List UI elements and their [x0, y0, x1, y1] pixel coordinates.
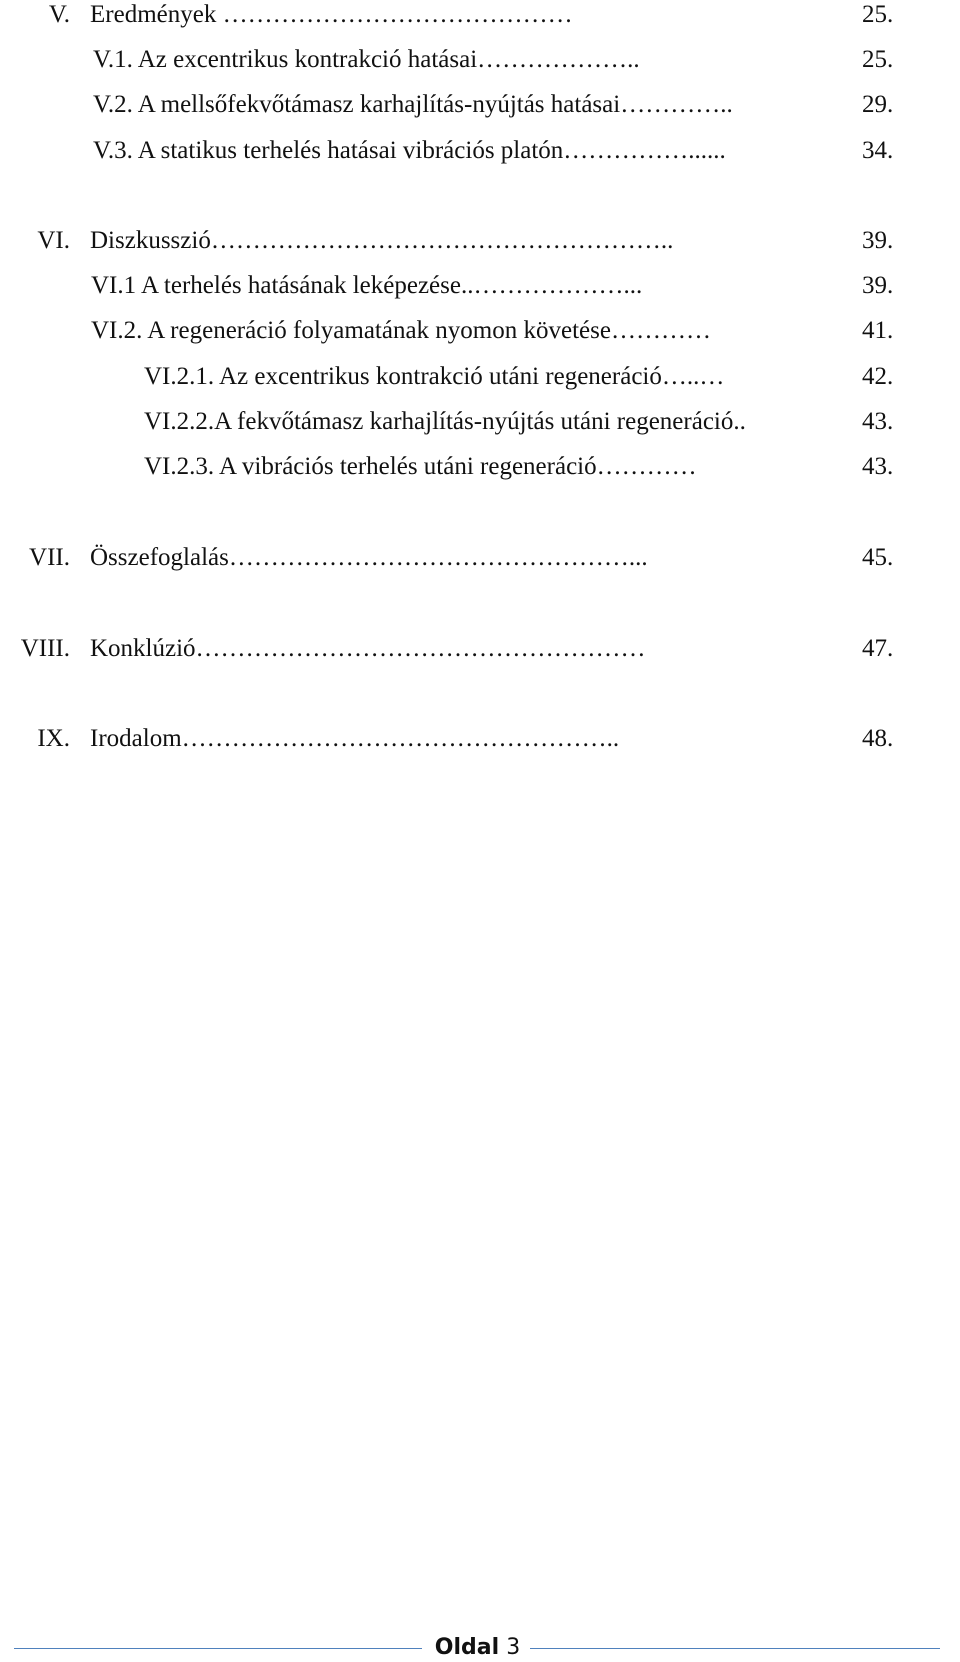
toc-page: 25.	[862, 46, 894, 73]
toc-number: VIII.	[20, 635, 70, 662]
toc-entry-v-2[interactable]	[0, 90, 960, 130]
toc-entry-vi-2-1[interactable]	[0, 362, 960, 402]
toc-page: 43.	[862, 408, 894, 435]
toc-title: V.3. A statikus terhelés hatásai vibrációs platón……………......	[93, 137, 726, 164]
toc-page: 45.	[862, 544, 894, 571]
toc-entry-v-3[interactable]	[0, 136, 960, 176]
footer-rule-right	[530, 1648, 940, 1649]
toc-page: 47.	[862, 635, 894, 662]
toc-page: 39.	[862, 227, 894, 254]
toc-title: VI.2.2.A fekvőtámasz karhajlítás-nyújtás utáni regeneráció..	[144, 408, 746, 435]
toc-title: Irodalom……………………………………………..	[90, 725, 620, 752]
toc-page: 42.	[862, 363, 894, 390]
toc-number: VII.	[29, 544, 70, 571]
toc-entry-vi-2[interactable]	[0, 316, 960, 356]
toc-page: 25.	[862, 1, 894, 28]
toc-title: VI.2. A regeneráció folyamatának nyomon követése…………	[91, 317, 711, 344]
toc-number: V.	[48, 1, 70, 28]
toc-number: IX.	[37, 725, 70, 752]
toc-entry-vi-1[interactable]	[0, 271, 960, 311]
toc-title: V.1. Az excentrikus kontrakció hatásai………………..	[93, 46, 640, 73]
footer-rule-left	[14, 1648, 422, 1649]
toc-number: VI.	[37, 227, 70, 254]
toc-entry-v[interactable]	[0, 0, 960, 40]
page-label: Oldal	[434, 1635, 500, 1660]
toc-title: V.2. A mellsőfekvőtámasz karhajlítás-nyújtás hatásai…………..	[93, 91, 733, 118]
toc-page: 34.	[862, 137, 894, 164]
toc-page: 41.	[862, 317, 894, 344]
toc-title: Diszkusszió………………………………………………..	[90, 227, 674, 254]
toc-entry-vi-2-3[interactable]	[0, 452, 960, 492]
toc-title: VI.2.1. Az excentrikus kontrakció utáni regeneráció…..…	[144, 363, 725, 390]
toc-title: Összefoglalás…………………………………………...	[90, 544, 648, 571]
page-number-value: 3	[506, 1635, 521, 1660]
toc-title: Konklúzió………………………………………………	[90, 635, 646, 662]
toc-entry-v-1[interactable]	[0, 45, 960, 85]
toc-entry-vi[interactable]	[0, 226, 960, 266]
toc-title: VI.2.3. A vibrációs terhelés utáni regeneráció…………	[144, 453, 697, 480]
toc-entry-vii[interactable]	[0, 543, 960, 583]
toc-entry-vi-2-2[interactable]	[0, 407, 960, 447]
toc-title: VI.1 A terhelés hatásának leképezése..………………...	[91, 272, 643, 299]
toc-page: 39.	[862, 272, 894, 299]
toc-page: 48.	[862, 725, 894, 752]
toc-page: 29.	[862, 91, 894, 118]
toc-entry-ix[interactable]	[0, 724, 960, 764]
page-footer	[0, 1634, 960, 1662]
toc-page: 43.	[862, 453, 894, 480]
page-number	[430, 1634, 525, 1662]
toc-title: Eredmények ……………………………………	[90, 1, 573, 28]
toc-entry-viii[interactable]	[0, 634, 960, 674]
